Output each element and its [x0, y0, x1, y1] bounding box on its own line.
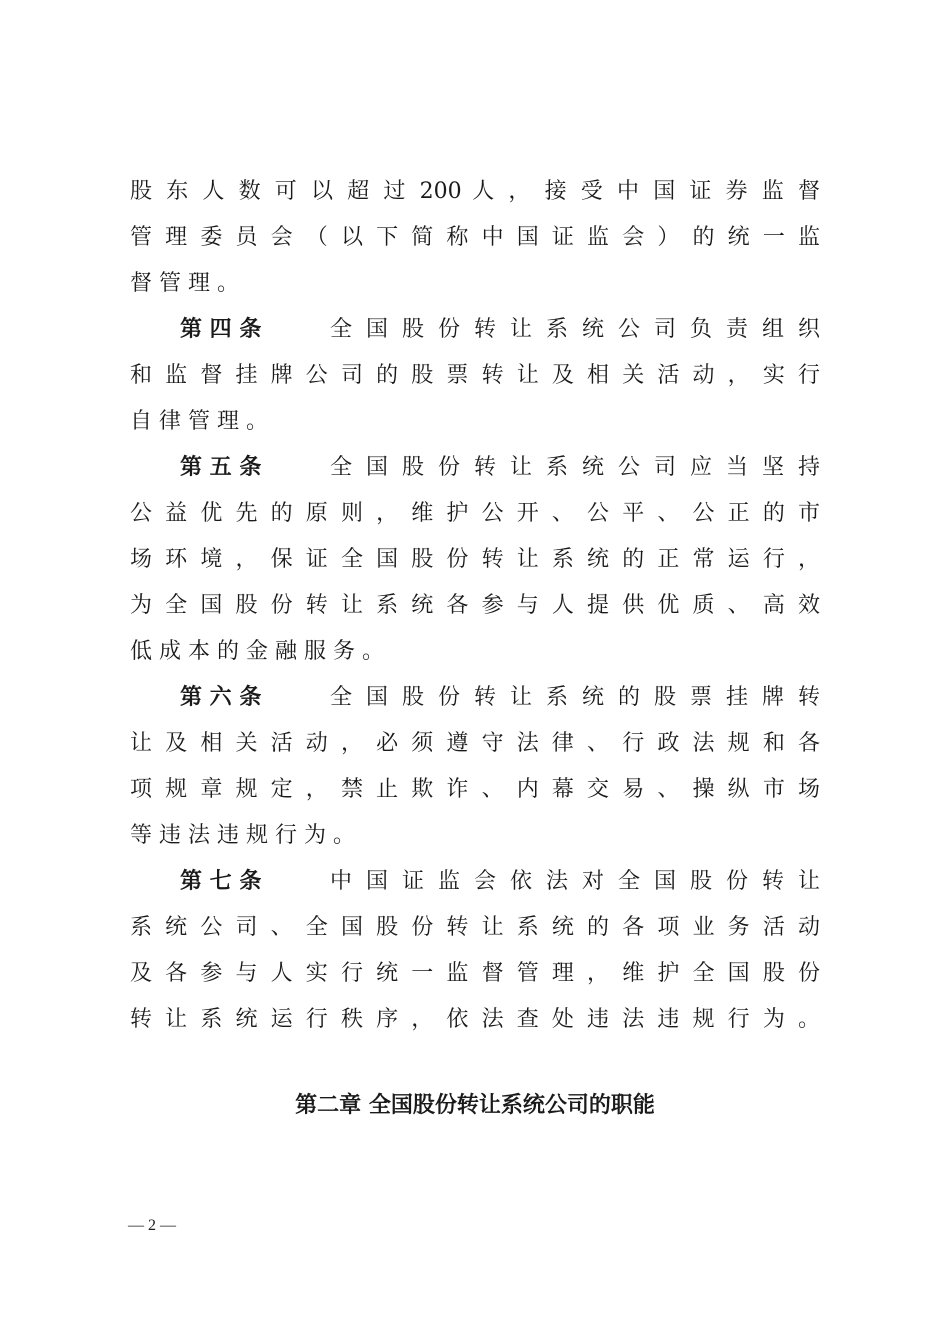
text-line: 低 成 本 的 金 融 服 务 。 — [130, 639, 384, 664]
text-line: 全 国 股 份 转 让 系 统 公 司 应 当 坚 持 — [330, 455, 820, 480]
text-line: 等 违 法 违 规 行 为 。 — [130, 823, 355, 848]
text-line: 自 律 管 理 。 — [130, 409, 268, 434]
text-line: 系 统 公 司 、 全 国 股 份 转 让 系 统 的 各 项 业 务 活 动 — [130, 915, 820, 940]
text-line: 公 益 优 先 的 原 则 ， 维 护 公 开 、 公 平 、 公 正 的 市 — [130, 501, 820, 526]
text-line: 为 全 国 股 份 转 让 系 统 各 参 与 人 提 供 优 质 、 高 效 — [130, 593, 820, 618]
article-4-first-line — [180, 316, 820, 344]
article-7-first-line — [180, 868, 820, 896]
text-line: 场 环 境 ， 保 证 全 国 股 份 转 让 系 统 的 正 常 运 行 ， — [130, 547, 820, 572]
text-line: 让 及 相 关 活 动 ， 必 须 遵 守 法 律 、 行 政 法 规 和 各 — [130, 731, 820, 756]
text-line: 督 管 理 。 — [130, 271, 239, 296]
article-5-first-line — [180, 454, 820, 482]
page-number: — 2 — — [128, 1217, 176, 1234]
text-line: 中 国 证 监 会 依 法 对 全 国 股 份 转 让 — [330, 869, 820, 894]
article-5-heading: 第 五 条 — [180, 455, 262, 480]
text-line: 和 监 督 挂 牌 公 司 的 股 票 转 让 及 相 关 活 动 ， 实 行 — [130, 363, 820, 388]
text-line: 转 让 系 统 运 行 秩 序 ， 依 法 查 处 违 法 违 规 行 为 。 — [130, 1007, 820, 1032]
chapter-title: 第二章 全国股份转让系统公司的职能 — [295, 1093, 655, 1118]
article-4-heading: 第 四 条 — [180, 317, 262, 342]
article-7-heading: 第 七 条 — [180, 869, 262, 894]
text-line: 股 东 人 数 可 以 超 过 200 人 ， 接 受 中 国 证 券 监 督 — [130, 179, 820, 204]
text-line: 项 规 章 规 定 ， 禁 止 欺 诈 、 内 幕 交 易 、 操 纵 市 场 — [130, 777, 820, 802]
article-6-heading: 第 六 条 — [180, 685, 262, 710]
text-line: 及 各 参 与 人 实 行 统 一 监 督 管 理 ， 维 护 全 国 股 份 — [130, 961, 820, 986]
text-line: 管 理 委 员 会 （ 以 下 简 称 中 国 证 监 会 ） 的 统 一 监 — [130, 225, 820, 250]
text-line: 全 国 股 份 转 让 系 统 的 股 票 挂 牌 转 — [330, 685, 820, 710]
text-line: 全 国 股 份 转 让 系 统 公 司 负 责 组 织 — [330, 317, 820, 342]
article-6-first-line — [180, 684, 820, 712]
